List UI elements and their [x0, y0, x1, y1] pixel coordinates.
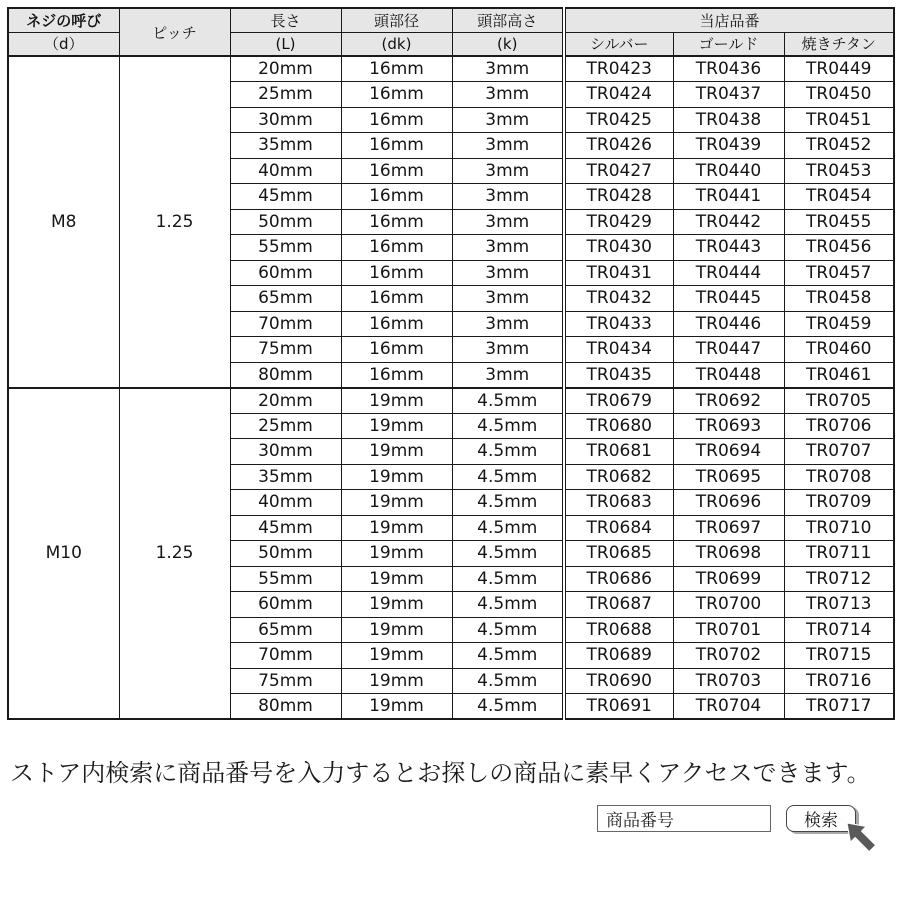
length-cell: 65mm [230, 286, 341, 312]
titanium-part-number-cell: TR0452 [784, 133, 894, 159]
header-thread-size: ネジの呼び [8, 8, 119, 32]
silver-part-number-cell: TR0679 [564, 388, 673, 414]
gold-part-number-cell: TR0446 [673, 311, 784, 337]
gold-part-number-cell: TR0447 [673, 337, 784, 363]
titanium-part-number-cell: TR0714 [784, 617, 894, 643]
head-diameter-cell: 16mm [341, 362, 452, 388]
gold-part-number-cell: TR0443 [673, 235, 784, 261]
silver-part-number-cell: TR0690 [564, 668, 673, 694]
silver-part-number-cell: TR0686 [564, 566, 673, 592]
titanium-part-number-cell: TR0457 [784, 260, 894, 286]
head-diameter-cell: 19mm [341, 464, 452, 490]
header-gold: ゴールド [673, 32, 784, 56]
head-height-cell: 4.5mm [452, 413, 564, 439]
head-height-cell: 3mm [452, 56, 564, 82]
silver-part-number-cell: TR0423 [564, 56, 673, 82]
titanium-part-number-cell: TR0450 [784, 82, 894, 108]
head-height-cell: 4.5mm [452, 643, 564, 669]
search-button[interactable]: 検索 [786, 805, 856, 832]
silver-part-number-cell: TR0427 [564, 158, 673, 184]
gold-part-number-cell: TR0445 [673, 286, 784, 312]
head-diameter-cell: 19mm [341, 694, 452, 720]
head-diameter-cell: 16mm [341, 209, 452, 235]
head-diameter-cell: 16mm [341, 337, 452, 363]
header-row-main [8, 8, 894, 32]
head-diameter-cell: 19mm [341, 592, 452, 618]
length-cell: 55mm [230, 235, 341, 261]
silver-part-number-cell: TR0681 [564, 439, 673, 465]
head-height-cell: 4.5mm [452, 464, 564, 490]
head-height-cell: 4.5mm [452, 388, 564, 414]
spec-table [7, 7, 895, 720]
header-head-height: 頭部高さ [452, 8, 564, 32]
length-cell: 30mm [230, 107, 341, 133]
head-diameter-cell: 19mm [341, 439, 452, 465]
pitch-cell: 1.25 [119, 56, 230, 388]
head-height-cell: 3mm [452, 235, 564, 261]
gold-part-number-cell: TR0701 [673, 617, 784, 643]
head-diameter-cell: 19mm [341, 490, 452, 516]
head-diameter-cell: 16mm [341, 235, 452, 261]
length-cell: 55mm [230, 566, 341, 592]
thread-size-cell: M10 [8, 388, 119, 720]
header-length: 長さ [230, 8, 341, 32]
thread-size-cell: M8 [8, 56, 119, 388]
head-diameter-cell: 16mm [341, 260, 452, 286]
search-input[interactable] [597, 805, 771, 832]
gold-part-number-cell: TR0436 [673, 56, 784, 82]
head-height-cell: 3mm [452, 158, 564, 184]
header-head-diameter: 頭部径 [341, 8, 452, 32]
gold-part-number-cell: TR0439 [673, 133, 784, 159]
silver-part-number-cell: TR0685 [564, 541, 673, 567]
silver-part-number-cell: TR0432 [564, 286, 673, 312]
silver-part-number-cell: TR0431 [564, 260, 673, 286]
head-diameter-cell: 16mm [341, 286, 452, 312]
gold-part-number-cell: TR0695 [673, 464, 784, 490]
silver-part-number-cell: TR0429 [564, 209, 673, 235]
titanium-part-number-cell: TR0455 [784, 209, 894, 235]
length-cell: 80mm [230, 362, 341, 388]
header-silver: シルバー [564, 32, 673, 56]
header-head-height-symbol: (k) [452, 32, 564, 56]
gold-part-number-cell: TR0440 [673, 158, 784, 184]
gold-part-number-cell: TR0697 [673, 515, 784, 541]
length-cell: 40mm [230, 490, 341, 516]
silver-part-number-cell: TR0428 [564, 184, 673, 210]
gold-part-number-cell: TR0704 [673, 694, 784, 720]
length-cell: 40mm [230, 158, 341, 184]
head-height-cell: 3mm [452, 82, 564, 108]
titanium-part-number-cell: TR0711 [784, 541, 894, 567]
silver-part-number-cell: TR0683 [564, 490, 673, 516]
titanium-part-number-cell: TR0454 [784, 184, 894, 210]
length-cell: 80mm [230, 694, 341, 720]
titanium-part-number-cell: TR0449 [784, 56, 894, 82]
gold-part-number-cell: TR0692 [673, 388, 784, 414]
head-diameter-cell: 19mm [341, 541, 452, 567]
titanium-part-number-cell: TR0453 [784, 158, 894, 184]
head-diameter-cell: 16mm [341, 158, 452, 184]
length-cell: 75mm [230, 337, 341, 363]
table-row [8, 388, 894, 414]
head-height-cell: 3mm [452, 260, 564, 286]
silver-part-number-cell: TR0688 [564, 617, 673, 643]
header-titanium: 焼きチタン [784, 32, 894, 56]
head-diameter-cell: 16mm [341, 82, 452, 108]
length-cell: 20mm [230, 56, 341, 82]
length-cell: 75mm [230, 668, 341, 694]
length-cell: 60mm [230, 260, 341, 286]
gold-part-number-cell: TR0441 [673, 184, 784, 210]
length-cell: 35mm [230, 464, 341, 490]
gold-part-number-cell: TR0698 [673, 541, 784, 567]
header-head-diameter-symbol: (dk) [341, 32, 452, 56]
head-height-cell: 3mm [452, 337, 564, 363]
table-body [8, 56, 894, 719]
head-height-cell: 4.5mm [452, 566, 564, 592]
head-height-cell: 4.5mm [452, 694, 564, 720]
titanium-part-number-cell: TR0710 [784, 515, 894, 541]
length-cell: 45mm [230, 515, 341, 541]
titanium-part-number-cell: TR0715 [784, 643, 894, 669]
titanium-part-number-cell: TR0708 [784, 464, 894, 490]
gold-part-number-cell: TR0442 [673, 209, 784, 235]
head-height-cell: 3mm [452, 107, 564, 133]
header-thread-size-symbol: （d） [8, 32, 119, 56]
gold-part-number-cell: TR0694 [673, 439, 784, 465]
length-cell: 35mm [230, 133, 341, 159]
length-cell: 25mm [230, 82, 341, 108]
head-diameter-cell: 16mm [341, 133, 452, 159]
head-height-cell: 3mm [452, 311, 564, 337]
header-pitch: ピッチ [119, 8, 230, 56]
gold-part-number-cell: TR0448 [673, 362, 784, 388]
length-cell: 25mm [230, 413, 341, 439]
gold-part-number-cell: TR0696 [673, 490, 784, 516]
head-height-cell: 3mm [452, 362, 564, 388]
titanium-part-number-cell: TR0456 [784, 235, 894, 261]
head-diameter-cell: 19mm [341, 643, 452, 669]
silver-part-number-cell: TR0433 [564, 311, 673, 337]
length-cell: 50mm [230, 541, 341, 567]
gold-part-number-cell: TR0700 [673, 592, 784, 618]
pitch-cell: 1.25 [119, 388, 230, 720]
silver-part-number-cell: TR0691 [564, 694, 673, 720]
titanium-part-number-cell: TR0460 [784, 337, 894, 363]
head-diameter-cell: 16mm [341, 311, 452, 337]
gold-part-number-cell: TR0703 [673, 668, 784, 694]
titanium-part-number-cell: TR0461 [784, 362, 894, 388]
silver-part-number-cell: TR0425 [564, 107, 673, 133]
titanium-part-number-cell: TR0458 [784, 286, 894, 312]
length-cell: 65mm [230, 617, 341, 643]
titanium-part-number-cell: TR0717 [784, 694, 894, 720]
length-cell: 70mm [230, 643, 341, 669]
silver-part-number-cell: TR0682 [564, 464, 673, 490]
silver-part-number-cell: TR0689 [564, 643, 673, 669]
head-height-cell: 3mm [452, 184, 564, 210]
silver-part-number-cell: TR0434 [564, 337, 673, 363]
head-diameter-cell: 16mm [341, 184, 452, 210]
length-cell: 50mm [230, 209, 341, 235]
silver-part-number-cell: TR0684 [564, 515, 673, 541]
length-cell: 45mm [230, 184, 341, 210]
gold-part-number-cell: TR0693 [673, 413, 784, 439]
silver-part-number-cell: TR0687 [564, 592, 673, 618]
silver-part-number-cell: TR0435 [564, 362, 673, 388]
titanium-part-number-cell: TR0712 [784, 566, 894, 592]
titanium-part-number-cell: TR0709 [784, 490, 894, 516]
length-cell: 30mm [230, 439, 341, 465]
length-cell: 70mm [230, 311, 341, 337]
header-length-symbol: (L) [230, 32, 341, 56]
gold-part-number-cell: TR0702 [673, 643, 784, 669]
titanium-part-number-cell: TR0451 [784, 107, 894, 133]
head-height-cell: 3mm [452, 209, 564, 235]
gold-part-number-cell: TR0438 [673, 107, 784, 133]
head-height-cell: 3mm [452, 286, 564, 312]
head-diameter-cell: 16mm [341, 56, 452, 82]
titanium-part-number-cell: TR0705 [784, 388, 894, 414]
head-diameter-cell: 19mm [341, 515, 452, 541]
length-cell: 20mm [230, 388, 341, 414]
head-height-cell: 4.5mm [452, 592, 564, 618]
head-height-cell: 4.5mm [452, 541, 564, 567]
silver-part-number-cell: TR0680 [564, 413, 673, 439]
head-diameter-cell: 19mm [341, 617, 452, 643]
titanium-part-number-cell: TR0716 [784, 668, 894, 694]
head-height-cell: 4.5mm [452, 617, 564, 643]
head-diameter-cell: 19mm [341, 566, 452, 592]
head-height-cell: 3mm [452, 133, 564, 159]
titanium-part-number-cell: TR0706 [784, 413, 894, 439]
head-diameter-cell: 19mm [341, 668, 452, 694]
search-hint-text: ストア内検索に商品番号を入力するとお探しの商品に素早くアクセスできます。 [10, 759, 871, 787]
head-height-cell: 4.5mm [452, 668, 564, 694]
table-row [8, 56, 894, 82]
head-diameter-cell: 19mm [341, 413, 452, 439]
titanium-part-number-cell: TR0713 [784, 592, 894, 618]
silver-part-number-cell: TR0430 [564, 235, 673, 261]
length-cell: 60mm [230, 592, 341, 618]
table-header [8, 8, 894, 56]
silver-part-number-cell: TR0426 [564, 133, 673, 159]
titanium-part-number-cell: TR0459 [784, 311, 894, 337]
silver-part-number-cell: TR0424 [564, 82, 673, 108]
head-diameter-cell: 19mm [341, 388, 452, 414]
gold-part-number-cell: TR0699 [673, 566, 784, 592]
head-height-cell: 4.5mm [452, 490, 564, 516]
titanium-part-number-cell: TR0707 [784, 439, 894, 465]
arrow-cursor-icon [842, 816, 882, 858]
head-height-cell: 4.5mm [452, 515, 564, 541]
gold-part-number-cell: TR0444 [673, 260, 784, 286]
head-diameter-cell: 16mm [341, 107, 452, 133]
header-part-number: 当店品番 [564, 8, 894, 32]
gold-part-number-cell: TR0437 [673, 82, 784, 108]
head-height-cell: 4.5mm [452, 439, 564, 465]
